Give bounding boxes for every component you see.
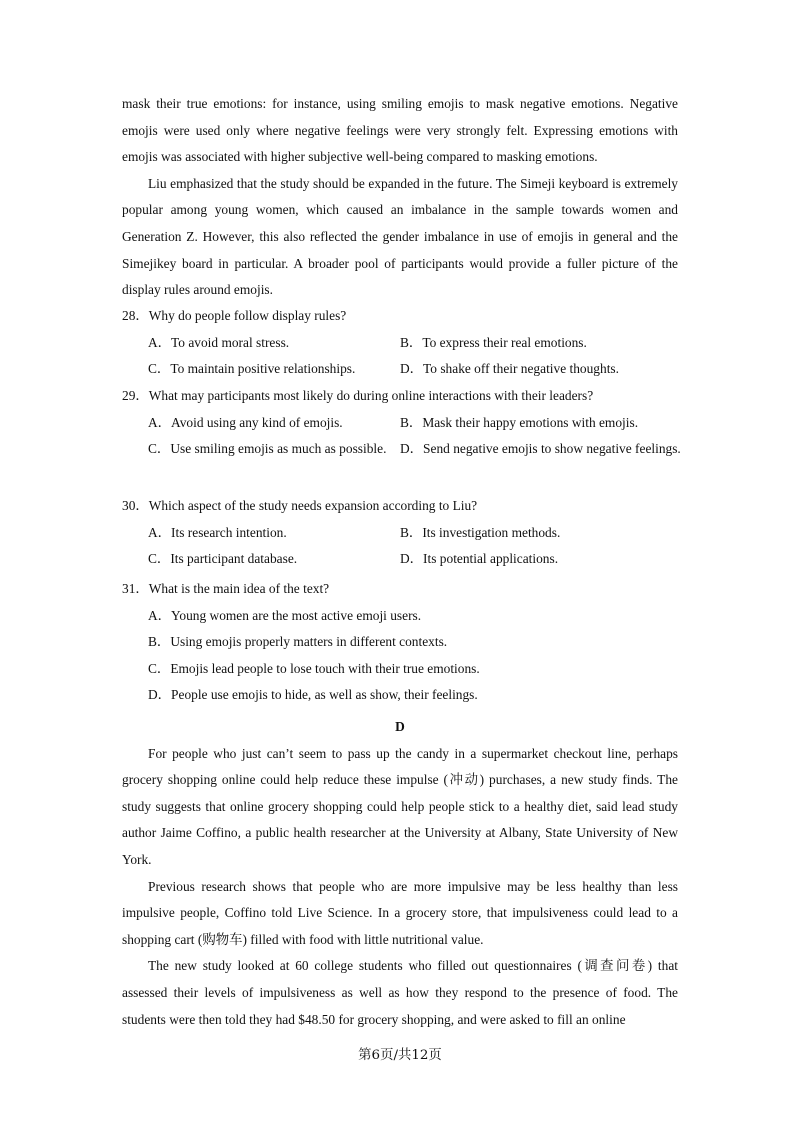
passage-d: [122, 714, 678, 1033]
question-31-stem: 31．What is the main idea of the text?: [122, 581, 330, 596]
section-heading-d: D: [395, 719, 405, 734]
question-28-stem: 28．Why do people follow display rules?: [122, 308, 347, 323]
question-31-option-c[interactable]: C．Emojis lead people to lose touch with their true emotions.: [148, 660, 480, 676]
question-30-option-b[interactable]: B．Its investigation methods.: [400, 524, 561, 540]
question-28-option-a[interactable]: A．To avoid moral stress.: [148, 334, 290, 350]
question-30-options: [122, 520, 678, 573]
question-31-option-d[interactable]: D．People use emojis to hide, as well as show, their feelings.: [148, 687, 478, 703]
passage-d-paragraph-1: For people who just can’t seem to pass up the candy in a supermarket checkout line, perhaps grocery shopping online could help reduce these impulse (冲动) purchases, a new study finds. The study suggests that online grocery shopping could help people stick to a healthy diet, said lead study author Jaime Coffino, a public health researcher at the University at Albany, State University of New York.: [122, 745, 678, 867]
question-29-stem: 29．What may participants most likely do during online interactions with their leaders?: [122, 388, 594, 403]
question-29: [122, 383, 681, 463]
question-28-option-c[interactable]: C．To maintain positive relationships.: [148, 361, 356, 377]
question-30-option-a[interactable]: A．Its research intention.: [148, 524, 287, 540]
question-30-stem: 30．Which aspect of the study needs expansion according to Liu?: [122, 498, 478, 513]
question-28-option-b[interactable]: B．To express their real emotions.: [400, 334, 587, 350]
question-28-options: [122, 330, 678, 383]
question-31-option-a[interactable]: A．Young women are the most active emoji users.: [148, 607, 422, 623]
question-31-options: [122, 603, 678, 709]
question-30-option-c[interactable]: C．Its participant database.: [148, 551, 298, 567]
question-31: [122, 576, 678, 709]
question-28-option-d[interactable]: D．To shake off their negative thoughts.: [400, 361, 619, 377]
passage-c-continuation: [122, 91, 678, 304]
question-29-options: [122, 410, 681, 463]
question-29-option-c[interactable]: C．Use smiling emojis as much as possible.: [148, 441, 387, 457]
question-29-option-b[interactable]: B．Mask their happy emotions with emojis.: [400, 414, 639, 430]
passage-c-paragraph-2: Liu emphasized that the study should be expanded in the future. The Simeji keyboard is extremely popular among young women, which caused an imbalance in the sample towards women and Generation Z. However, this also reflected the gender imbalance in use of emojis in general and the Simejikey board in particular. A broader pool of participants would provide a fuller picture of the display rules around emojis.: [122, 175, 678, 298]
question-29-option-a[interactable]: A．Avoid using any kind of emojis.: [148, 414, 343, 430]
question-31-option-b[interactable]: B．Using emojis properly matters in different contexts.: [148, 634, 448, 650]
question-30-option-d[interactable]: D．Its potential applications.: [400, 551, 559, 567]
question-30: [122, 493, 678, 573]
passage-d-paragraph-2: Previous research shows that people who are more impulsive may be less healthy than less impulsive people, Coffino told Live Science. In a grocery store, that impulsiveness could lead to a shopping cart (购物车) filled with food with little nutritional value.: [122, 878, 678, 947]
passage-d-paragraph-3: The new study looked at 60 college students who filled out questionnaires (调查问卷) that assessed their levels of impulsiveness as well as how they respond to the presence of food. The students were then told they had $48.50 for grocery shopping, and were asked to fill an online: [122, 958, 678, 1027]
question-28: [122, 303, 678, 383]
passage-c-paragraph-1: mask their true emotions: for instance, using smiling emojis to mask negative emotions. Negative emojis were used only where negative feelings were very strongly felt. Expressing emotions with emojis was associated with higher subjective well-being compared to masking emotions.: [122, 96, 678, 165]
question-29-option-d[interactable]: D．Send negative emojis to show negative feelings.: [400, 441, 681, 457]
page-number-footer: 第6页/共12页: [358, 1048, 442, 1063]
